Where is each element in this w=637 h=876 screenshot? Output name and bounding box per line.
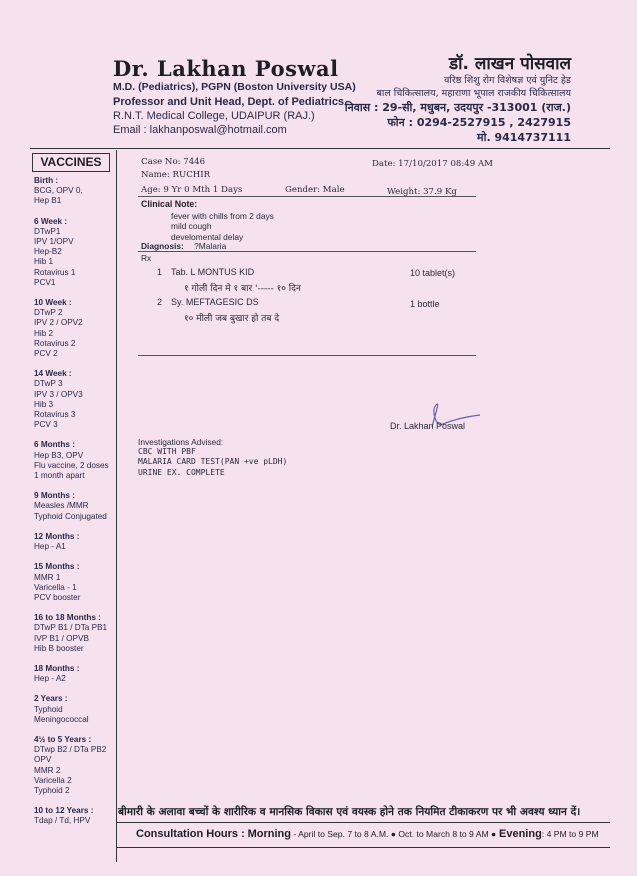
vaccine-group — [34, 664, 114, 684]
clinical-note-label: Clinical Note: — [141, 199, 198, 209]
patient-gender: Gender: Male — [285, 185, 345, 195]
investigations — [138, 437, 287, 478]
clinical-note-line: fever with chills from 2 days — [171, 211, 274, 221]
rx-divider — [138, 355, 476, 356]
vaccine-group — [34, 491, 114, 522]
vaccine-group-title: 14 Week : — [34, 369, 72, 379]
patient-divider — [138, 196, 476, 197]
visit-date: Date: 17/10/2017 08:49 AM — [372, 159, 493, 169]
vaccine-item: PCV1 — [34, 277, 56, 287]
diagnosis-value: ?Malaria — [194, 241, 227, 251]
rx-item-1-number: 1 — [157, 267, 163, 277]
vaccine-item: Varicella 2 — [34, 775, 72, 785]
vaccine-item: Hep - A2 — [34, 674, 66, 684]
column-divider — [116, 150, 117, 862]
hindi-phone: फोन : 0294-2527915 , 2427915 — [387, 116, 571, 129]
vaccine-group-title: 10 to 12 Years : — [34, 806, 94, 816]
patient-weight: Weight: 37.9 Kg — [387, 187, 457, 197]
vaccine-item: IPV 1/OPV — [34, 237, 74, 247]
footer-note: बीमारी के अलावा बच्चों के शारीरिक व मानसिक विकास एवं वयस्क होने तक नियमित टीकाकरण पर भी अवश्य ध्यान दें। — [118, 806, 581, 818]
evening-times: : 4 PM to 9 PM — [541, 829, 599, 839]
investigations-label: Investigations Advised: — [138, 437, 224, 447]
vaccine-group-title: Birth : — [34, 176, 59, 185]
vaccine-group — [34, 806, 114, 826]
signature-name: Dr. Lakhan Poswal — [390, 421, 466, 431]
vaccine-item: 1 month apart — [34, 471, 85, 481]
vaccine-item: IPV 3 / OPV3 — [34, 389, 83, 399]
hindi-address: निवास : 29-सी, मधुबन, उदयपुर -313001 (राज.) — [344, 101, 571, 114]
vaccine-item: PCV 3 — [34, 420, 58, 430]
vaccine-group — [34, 440, 114, 481]
footer-divider-top — [116, 822, 610, 823]
vaccine-item: Hib B booster — [34, 643, 84, 653]
consultation-label: Consultation Hours : — [136, 828, 245, 840]
vaccine-item: Typhoid Conjugated — [34, 511, 107, 521]
vaccine-group-title: 2 Years : — [34, 694, 68, 704]
vaccine-item: PCV 2 — [34, 349, 58, 359]
morning-label: Morning — [247, 828, 291, 840]
vaccine-item: Meningococcal — [34, 714, 89, 724]
clinical-note-line: develomental delay — [171, 231, 244, 242]
vaccine-group-title: 16 to 18 Months : — [34, 613, 101, 623]
vaccines-title: VACCINES — [32, 153, 110, 172]
vaccine-item: DTwP1 — [34, 226, 61, 236]
vaccine-group — [34, 735, 114, 796]
vaccine-item: Hep-B2 — [34, 247, 62, 257]
vaccine-schedule — [34, 176, 114, 837]
vaccine-group — [34, 613, 114, 654]
vaccine-group-title: 6 Months : — [34, 440, 75, 450]
vaccine-item: MMR 2 — [34, 765, 61, 775]
vaccine-group — [34, 562, 114, 603]
investigation-item: MALARIA CARD TEST(PAN +ve pLDH) — [138, 457, 288, 467]
college: R.N.T. Medical College, UDAIPUR (RAJ.) — [113, 110, 315, 122]
vaccine-group-title: 12 Months : — [34, 531, 80, 541]
vaccine-item: OPV — [34, 755, 52, 765]
hindi-mobile: मो. 9414737111 — [477, 131, 571, 144]
vaccine-group-title: 9 Months : — [34, 491, 75, 501]
hindi-doctor-name: डॉ. लाखन पोसवाल — [449, 54, 571, 74]
vaccine-item: Tdap / Td, HPV — [34, 816, 91, 826]
vaccine-group — [34, 217, 114, 288]
vaccine-item: Hep - A1 — [34, 542, 66, 552]
rx-item-2-qty: 1 bottle — [410, 299, 440, 309]
vaccine-item: Flu vaccine, 2 doses — [34, 460, 109, 470]
vaccine-item: BCG, OPV 0, — [34, 186, 83, 196]
vaccine-item: Typhoid 2 — [34, 785, 70, 795]
vaccine-item: Hib 1 — [34, 257, 54, 267]
vaccine-item: Rotavirus 3 — [34, 410, 76, 420]
qualification: M.D. (Pediatrics), PGPN (Boston University USA) — [113, 81, 356, 93]
vaccine-item: Varicella - 1 — [34, 582, 77, 592]
rx-item-1-instruction: १ गोली दिन मे १ बार '----- १० दिन — [184, 284, 301, 294]
vaccine-group — [34, 532, 114, 552]
doctor-name: Dr. Lakhan Poswal — [113, 56, 339, 81]
morning-times: - April to Sep. 7 to 8 A.M. ● Oct. to March 8 to 9 AM ● — [290, 829, 497, 839]
hindi-hospital: बाल चिकित्सालय, महाराणा भूपाल राजकीय चिकित्सालय — [376, 88, 571, 99]
clinical-note-line: mild cough — [171, 221, 212, 232]
header-divider — [30, 148, 610, 149]
rx-item-1-qty: 10 tablet(s) — [410, 268, 456, 278]
patient-age: Age: 9 Yr 0 Mth 1 Days — [141, 185, 243, 195]
vaccine-item: DTwP 2 — [34, 308, 63, 318]
vaccine-item: IVP B1 / OPVB — [34, 633, 89, 643]
vaccine-item: Hep B3, OPV — [34, 450, 84, 460]
vaccine-group — [34, 298, 114, 359]
consultation-hours — [136, 828, 599, 840]
hindi-designation: वरिष्ठ शिशु रोग विशेषज्ञ एवं युनिट हेड — [444, 75, 571, 86]
vaccine-item: Measles /MMR — [34, 501, 89, 511]
vaccine-group — [34, 369, 114, 430]
diagnosis-divider — [138, 251, 476, 252]
vaccine-group-title: 6 Week : — [34, 216, 68, 226]
rx-item-1-name: Tab. L MONTUS KID — [171, 267, 255, 277]
email: Email : lakhanposwal@hotmail.com — [113, 124, 287, 136]
vaccine-item: DTwp B2 / DTa PB2 — [34, 745, 107, 755]
investigation-item: CBC WITH PBF — [138, 447, 196, 457]
vaccine-item: Typhoid — [34, 704, 63, 714]
vaccine-item: Rotavirus 2 — [34, 338, 76, 348]
vaccine-group-title: 10 Week : — [34, 298, 72, 308]
vaccine-item: Hib 3 — [34, 399, 54, 409]
rx-item-2-instruction: १० मीली जब बुखार हो तब दे — [184, 314, 280, 324]
vaccine-item: Hep B1 — [34, 196, 62, 206]
vaccine-item: IPV 2 / OPV2 — [34, 318, 83, 328]
vaccine-item: PCV booster — [34, 592, 81, 602]
vaccine-group-title: 15 Months : — [34, 562, 80, 572]
vaccine-item: Hib 2 — [34, 328, 54, 338]
diagnosis-label: Diagnosis: — [141, 241, 184, 251]
vaccine-group — [34, 176, 114, 207]
vaccine-group — [34, 694, 114, 725]
rx-label: Rx — [141, 253, 152, 263]
patient-name: Name: RUCHIR — [141, 170, 211, 180]
evening-label: Evening — [499, 828, 542, 840]
diagnosis — [141, 241, 226, 251]
rx-item-2-name: Sy. MEFTAGESIC DS — [171, 297, 259, 307]
vaccine-item: Rotavirus 1 — [34, 267, 76, 277]
case-number: Case No: 7446 — [141, 157, 206, 167]
vaccine-item: DTwP 3 — [34, 379, 63, 389]
vaccine-group-title: 4½ to 5 Years : — [34, 734, 92, 744]
rx-item-2-number: 2 — [157, 297, 163, 307]
investigation-item: URINE EX. COMPLETE — [138, 467, 225, 477]
vaccine-item: DTwP B1 / DTa PB1 — [34, 623, 108, 633]
vaccine-group-title: 18 Months : — [34, 663, 80, 673]
footer-divider-bottom — [116, 847, 610, 848]
clinical-notes — [171, 211, 274, 242]
vaccine-item: MMR 1 — [34, 572, 61, 582]
designation: Professor and Unit Head, Dept. of Pediatrics — [113, 96, 345, 108]
